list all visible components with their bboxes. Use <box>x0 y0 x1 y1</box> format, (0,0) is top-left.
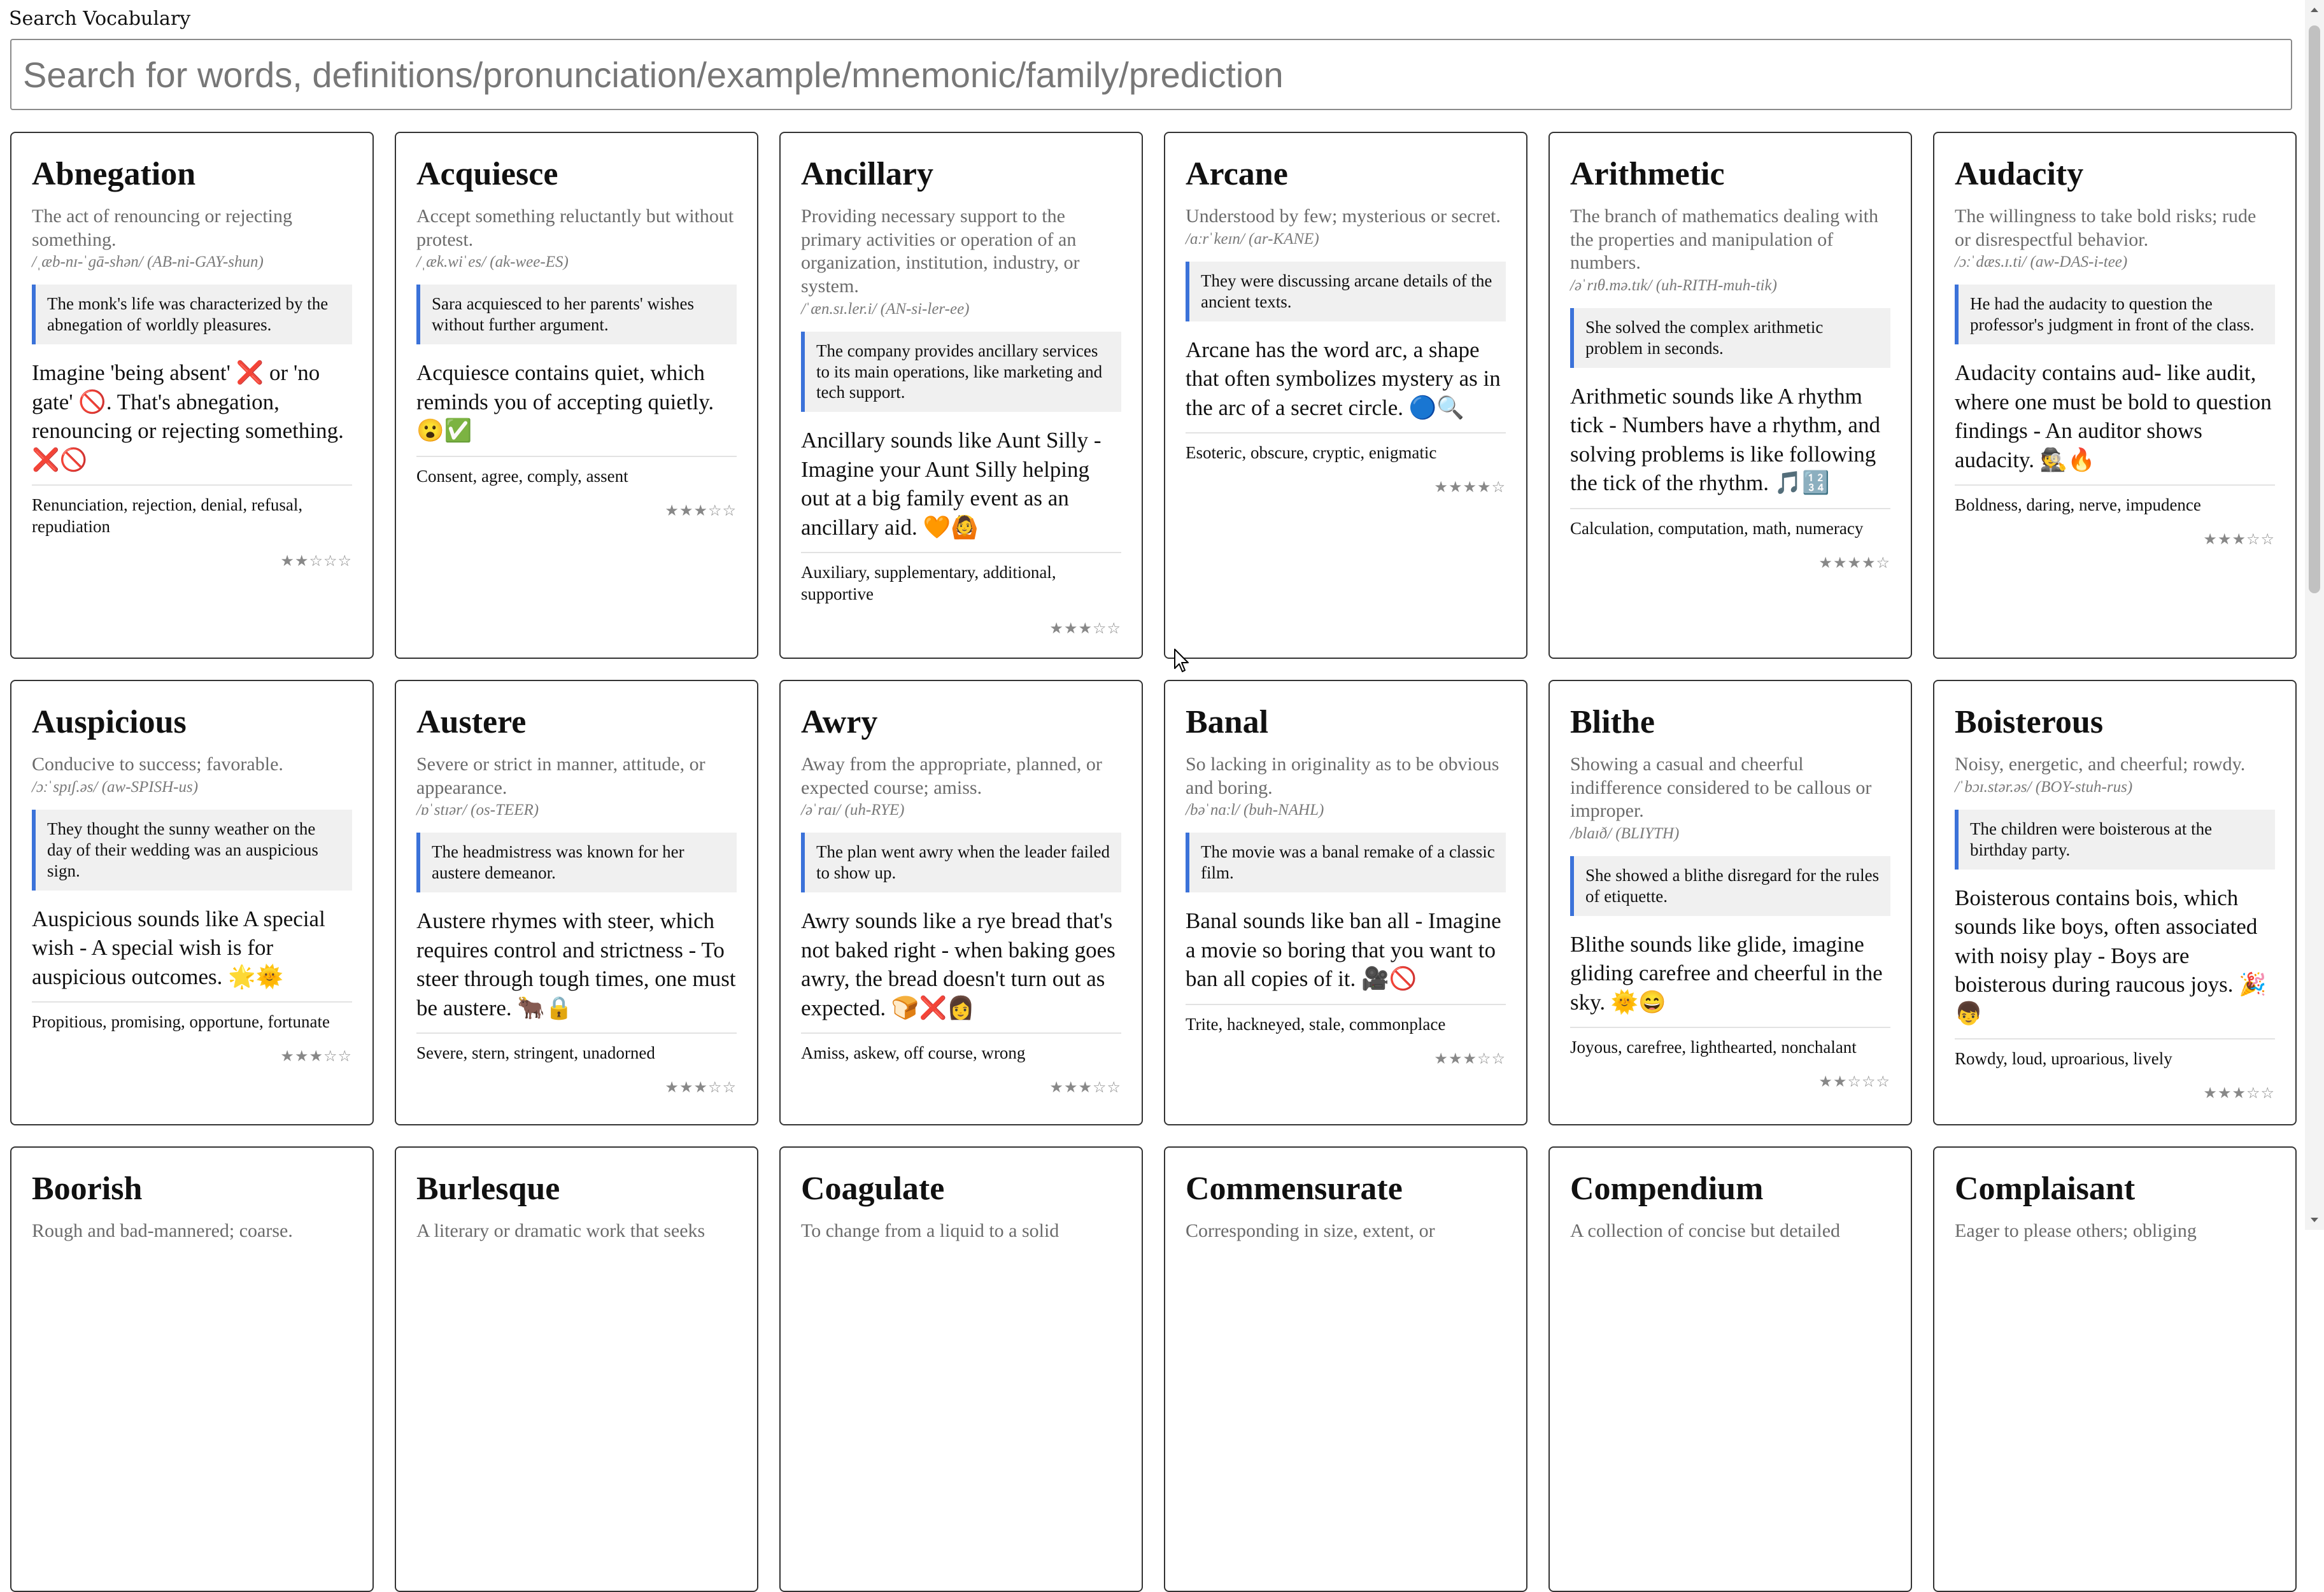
word-card[interactable] <box>10 680 374 1125</box>
word-title: Awry <box>801 704 878 740</box>
word-family: Severe, stern, stringent, unadorned <box>416 1032 737 1064</box>
word-card[interactable] <box>1933 132 2297 659</box>
word-title: Austere <box>416 704 527 740</box>
mnemonic: Audacity contains aud- like audit, where one must be bold to question findings - An auditor shows audacity. 🕵🔥 <box>1955 360 2272 472</box>
difficulty-stars: ★★★☆☆ <box>2203 1083 2275 1102</box>
word-title: Coagulate <box>801 1171 945 1207</box>
word-family: Propitious, promising, opportune, fortunate <box>32 1001 352 1033</box>
word-card[interactable] <box>1164 1146 1527 1592</box>
example-sentence: She solved the complex arithmetic problem in seconds. <box>1570 308 1890 368</box>
mnemonic: Awry sounds like a rye bread that's not baked right - when baking goes awry, the bread doesn't turn out as expected. 🍞❌👩 <box>801 908 1116 1020</box>
example-sentence: Sara acquiesced to her parents' wishes without further argument. <box>416 285 737 344</box>
pronunciation: /ˈbɔɪ.stər.əs/ (BOY-stuh-rus) <box>1955 778 2133 796</box>
word-title: Burlesque <box>416 1171 560 1207</box>
word-title: Blithe <box>1570 704 1655 740</box>
example-sentence: The children were boisterous at the birthday party. <box>1955 810 2275 870</box>
word-card[interactable] <box>1548 1146 1912 1592</box>
word-title: Ancillary <box>801 156 933 192</box>
word-title: Boisterous <box>1955 704 2104 740</box>
word-card[interactable] <box>779 132 1143 659</box>
difficulty-stars: ★★★☆☆ <box>1049 1078 1121 1096</box>
word-card[interactable] <box>395 1146 758 1592</box>
word-family: Trite, hackneyed, stale, commonplace <box>1186 1004 1506 1036</box>
mnemonic: Arithmetic sounds like A rhythm tick - Numbers have a rhythm, and solving problems is like following the tick of the rhythm. 🎵🔢 <box>1570 383 1880 496</box>
word-family: Boldness, daring, nerve, impudence <box>1955 484 2275 516</box>
mnemonic: Imagine 'being absent' ❌ or 'no gate' 🚫. That's abnegation, renouncing or rejecting something. ❌🚫 <box>32 360 344 472</box>
definition: To change from a liquid to a solid <box>801 1220 1059 1242</box>
search-label: Search Vocabulary <box>9 8 191 30</box>
word-family: Joyous, carefree, lighthearted, nonchalant <box>1570 1027 1890 1059</box>
word-title: Banal <box>1186 704 1269 740</box>
example-sentence: She showed a blithe disregard for the rules of etiquette. <box>1570 856 1890 916</box>
pronunciation: /ɔːˈspɪʃ.əs/ (aw-SPISH-us) <box>32 778 199 796</box>
example-sentence: The movie was a banal remake of a classic film. <box>1186 833 1506 892</box>
scroll-up-arrow-icon[interactable] <box>2305 0 2324 19</box>
word-title: Arcane <box>1186 156 1288 192</box>
example-sentence: They thought the sunny weather on the day of their wedding was an auspicious sign. <box>32 810 352 891</box>
pronunciation: /ɒˈstɪər/ (os-TEER) <box>416 801 539 819</box>
difficulty-stars: ★★☆☆☆ <box>280 551 352 570</box>
word-title: Compendium <box>1570 1171 1764 1207</box>
definition: Understood by few; mysterious or secret. <box>1186 206 1501 227</box>
pronunciation: /ˌæb-nɪ-ˈgā-shən/ (AB-ni-GAY-shun) <box>32 253 264 271</box>
word-title: Acquiesce <box>416 156 558 192</box>
pronunciation: /ˈæn.sɪ.ler.i/ (AN-si-ler-ee) <box>801 300 970 318</box>
word-family: Rowdy, loud, uproarious, lively <box>1955 1038 2275 1070</box>
vocabulary-grid <box>10 132 2295 1592</box>
word-card[interactable] <box>1164 680 1527 1125</box>
pronunciation: /ˌæk.wiˈes/ (ak-wee-ES) <box>416 253 569 271</box>
word-card[interactable] <box>1933 680 2297 1125</box>
definition: The willingness to take bold risks; rude or disrespectful behavior. <box>1955 206 2257 250</box>
word-card[interactable] <box>1933 1146 2297 1592</box>
difficulty-stars: ★★★★☆ <box>1434 477 1506 496</box>
difficulty-stars: ★★★☆☆ <box>2203 530 2275 548</box>
mnemonic: Ancillary sounds like Aunt Silly - Imagine your Aunt Silly helping out at a big family event as an ancillary aid. 🧡🙆 <box>801 428 1102 540</box>
word-family: Calculation, computation, math, numeracy <box>1570 508 1890 540</box>
difficulty-stars: ★★☆☆☆ <box>1818 1073 1890 1091</box>
definition: A literary or dramatic work that seeks <box>416 1220 705 1242</box>
word-card[interactable] <box>779 680 1143 1125</box>
definition: Corresponding in size, extent, or <box>1186 1220 1435 1242</box>
word-title: Auspicious <box>32 704 187 740</box>
word-title: Arithmetic <box>1570 156 1725 192</box>
definition: Accept something reluctantly but without protest. <box>416 206 734 250</box>
word-card[interactable] <box>1548 680 1912 1125</box>
word-title: Complaisant <box>1955 1171 2136 1207</box>
definition: Noisy, energetic, and cheerful; rowdy. <box>1955 754 2246 775</box>
example-sentence: The plan went awry when the leader failed to show up. <box>801 833 1121 892</box>
word-family: Esoteric, obscure, cryptic, enigmatic <box>1186 432 1506 464</box>
difficulty-stars: ★★★☆☆ <box>665 1078 737 1096</box>
pronunciation: /əˈraɪ/ (uh-RYE) <box>801 801 905 819</box>
pronunciation: /əˈrɪθ.mə.tɪk/ (uh-RITH-muh-tik) <box>1570 276 1777 294</box>
definition: Showing a casual and cheerful indifference considered to be callous or improper. <box>1570 754 1872 822</box>
word-family: Renunciation, rejection, denial, refusal, repudiation <box>32 484 352 538</box>
word-title: Commensurate <box>1186 1171 1403 1207</box>
word-family: Amiss, askew, off course, wrong <box>801 1032 1121 1064</box>
word-card[interactable] <box>395 680 758 1125</box>
example-sentence: He had the audacity to question the professor's judgment in front of the class. <box>1955 285 2275 344</box>
vertical-scrollbar[interactable] <box>2305 0 2324 1230</box>
pronunciation: /ɔːˈdæs.ɪ.ti/ (aw-DAS-i-tee) <box>1955 253 2128 271</box>
word-family: Auxiliary, supplementary, additional, supportive <box>801 552 1121 605</box>
difficulty-stars: ★★★★☆ <box>1818 553 1890 572</box>
mnemonic: Auspicious sounds like A special wish - A special wish is for auspicious outcomes. 🌟🌞 <box>32 906 325 989</box>
example-sentence: The company provides ancillary services to its main operations, like marketing and tech support. <box>801 332 1121 412</box>
mnemonic: Austere rhymes with steer, which requires control and strictness - To steer through tough times, one must be austere. 🐂🔒 <box>416 908 736 1020</box>
word-card[interactable] <box>395 132 758 659</box>
example-sentence: The monk's life was characterized by the abnegation of worldly pleasures. <box>32 285 352 344</box>
mnemonic: Banal sounds like ban all - Imagine a movie so boring that you want to ban all copies of it. 🎥🚫 <box>1186 908 1501 992</box>
definition: The act of renouncing or rejecting something. <box>32 206 292 250</box>
definition: Providing necessary support to the primary activities or operation of an organization, institution, industry, or system. <box>801 206 1080 297</box>
mnemonic: Arcane has the word arc, a shape that often symbolizes mystery as in the arc of a secret circle. 🔵🔍 <box>1186 337 1501 420</box>
scroll-thumb[interactable] <box>2309 25 2320 593</box>
word-card[interactable] <box>1548 132 1912 659</box>
word-card[interactable] <box>10 1146 374 1592</box>
definition: A collection of concise but detailed <box>1570 1220 1841 1242</box>
word-title: Boorish <box>32 1171 143 1207</box>
difficulty-stars: ★★★☆☆ <box>280 1046 352 1065</box>
word-card[interactable] <box>779 1146 1143 1592</box>
mnemonic: Blithe sounds like glide, imagine gliding carefree and cheerful in the sky. 🌞😄 <box>1570 931 1883 1015</box>
mnemonic: Acquiesce contains quiet, which reminds you of accepting quietly. 😮✅ <box>416 360 714 444</box>
definition: Severe or strict in manner, attitude, or appearance. <box>416 754 705 798</box>
definition: Eager to please others; obliging <box>1955 1220 2197 1242</box>
pronunciation: /ɑːrˈkeɪn/ (ar-KANE) <box>1186 230 1319 248</box>
word-card[interactable] <box>1164 132 1527 659</box>
mnemonic: Boisterous contains bois, which sounds like boys, often associated with noisy play - Boys are boisterous during raucous joys. 🎉👦 <box>1955 885 2267 1026</box>
search-input[interactable] <box>10 39 2292 110</box>
word-title: Abnegation <box>32 156 196 192</box>
word-title: Audacity <box>1955 156 2084 192</box>
definition: The branch of mathematics dealing with the properties and manipulation of numbers. <box>1570 206 1878 274</box>
definition: Rough and bad-mannered; coarse. <box>32 1220 293 1242</box>
example-sentence: They were discussing arcane details of the ancient texts. <box>1186 262 1506 321</box>
definition: Away from the appropriate, planned, or expected course; amiss. <box>801 754 1102 798</box>
word-card[interactable] <box>10 132 374 659</box>
definition: So lacking in originality as to be obvious and boring. <box>1186 754 1499 798</box>
pronunciation: /blaɪð/ (BLIYTH) <box>1570 824 1680 842</box>
pronunciation: /bəˈnɑːl/ (buh-NAHL) <box>1186 801 1324 819</box>
example-sentence: The headmistress was known for her austere demeanor. <box>416 833 737 892</box>
definition: Conducive to success; favorable. <box>32 754 283 775</box>
difficulty-stars: ★★★☆☆ <box>1049 619 1121 637</box>
scroll-down-arrow-icon[interactable] <box>2305 1211 2324 1230</box>
difficulty-stars: ★★★☆☆ <box>1434 1049 1506 1067</box>
mouse-pointer-icon <box>1173 648 1190 673</box>
difficulty-stars: ★★★☆☆ <box>665 501 737 519</box>
word-family: Consent, agree, comply, assent <box>416 456 737 488</box>
